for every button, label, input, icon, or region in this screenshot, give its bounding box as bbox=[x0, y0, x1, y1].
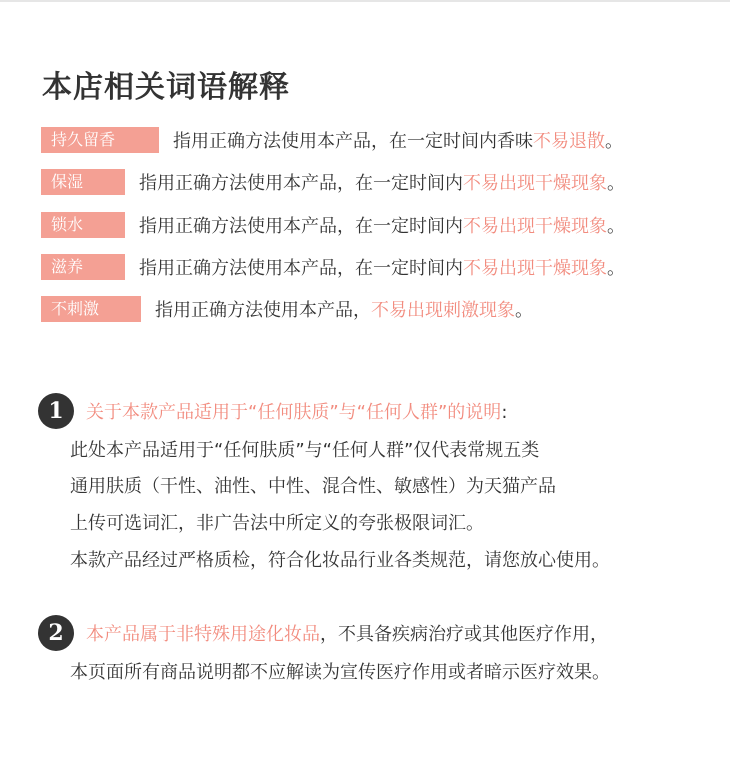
term-tag: 持久留香 bbox=[41, 127, 159, 153]
number-badge: 2 bbox=[38, 615, 74, 651]
note-1-heading bbox=[38, 393, 507, 429]
term-row-lasting-fragrance bbox=[41, 125, 623, 155]
note-2-heading bbox=[38, 615, 608, 651]
term-row-moisturizing bbox=[41, 167, 625, 197]
term-description: 指用正确方法使用本产品，在一定时间内香味不易退散。 bbox=[173, 131, 623, 152]
note-line: 通用肤质（干性、油性、中性、混合性、敏感性）为天猫产品 bbox=[70, 476, 556, 497]
term-row-non-irritating bbox=[41, 294, 533, 324]
term-description: 指用正确方法使用本产品，不易出现刺激现象。 bbox=[155, 300, 533, 321]
term-tag: 锁水 bbox=[41, 212, 125, 238]
note-line: 此处本产品适用于“任何肤质”与“任何人群”仅代表常规五类 bbox=[70, 440, 540, 461]
top-divider bbox=[0, 0, 730, 2]
page-title: 本店相关词语解释 bbox=[42, 70, 290, 105]
note-heading-text: 本产品属于非特殊用途化妆品，不具备疾病治疗或其他医疗作用， bbox=[86, 624, 608, 645]
note-line: 本页面所有商品说明都不应解读为宣传医疗作用或者暗示医疗效果。 bbox=[70, 662, 610, 683]
number-badge: 1 bbox=[38, 393, 74, 429]
term-tag: 不刺激 bbox=[41, 296, 141, 322]
term-tag: 滋养 bbox=[41, 254, 125, 280]
term-description: 指用正确方法使用本产品，在一定时间内不易出现干燥现象。 bbox=[139, 216, 625, 237]
term-row-water-lock bbox=[41, 210, 625, 240]
note-line: 本款产品经过严格质检，符合化妆品行业各类规范，请您放心使用。 bbox=[70, 550, 610, 571]
note-line: 上传可选词汇，非广告法中所定义的夸张极限词汇。 bbox=[70, 513, 484, 534]
term-description: 指用正确方法使用本产品，在一定时间内不易出现干燥现象。 bbox=[139, 173, 625, 194]
term-row-nourishing bbox=[41, 252, 625, 282]
term-description: 指用正确方法使用本产品，在一定时间内不易出现干燥现象。 bbox=[139, 258, 625, 279]
term-tag: 保湿 bbox=[41, 169, 125, 195]
note-heading-text: 关于本款产品适用于“任何肤质”与“任何人群”的说明: bbox=[86, 402, 508, 423]
